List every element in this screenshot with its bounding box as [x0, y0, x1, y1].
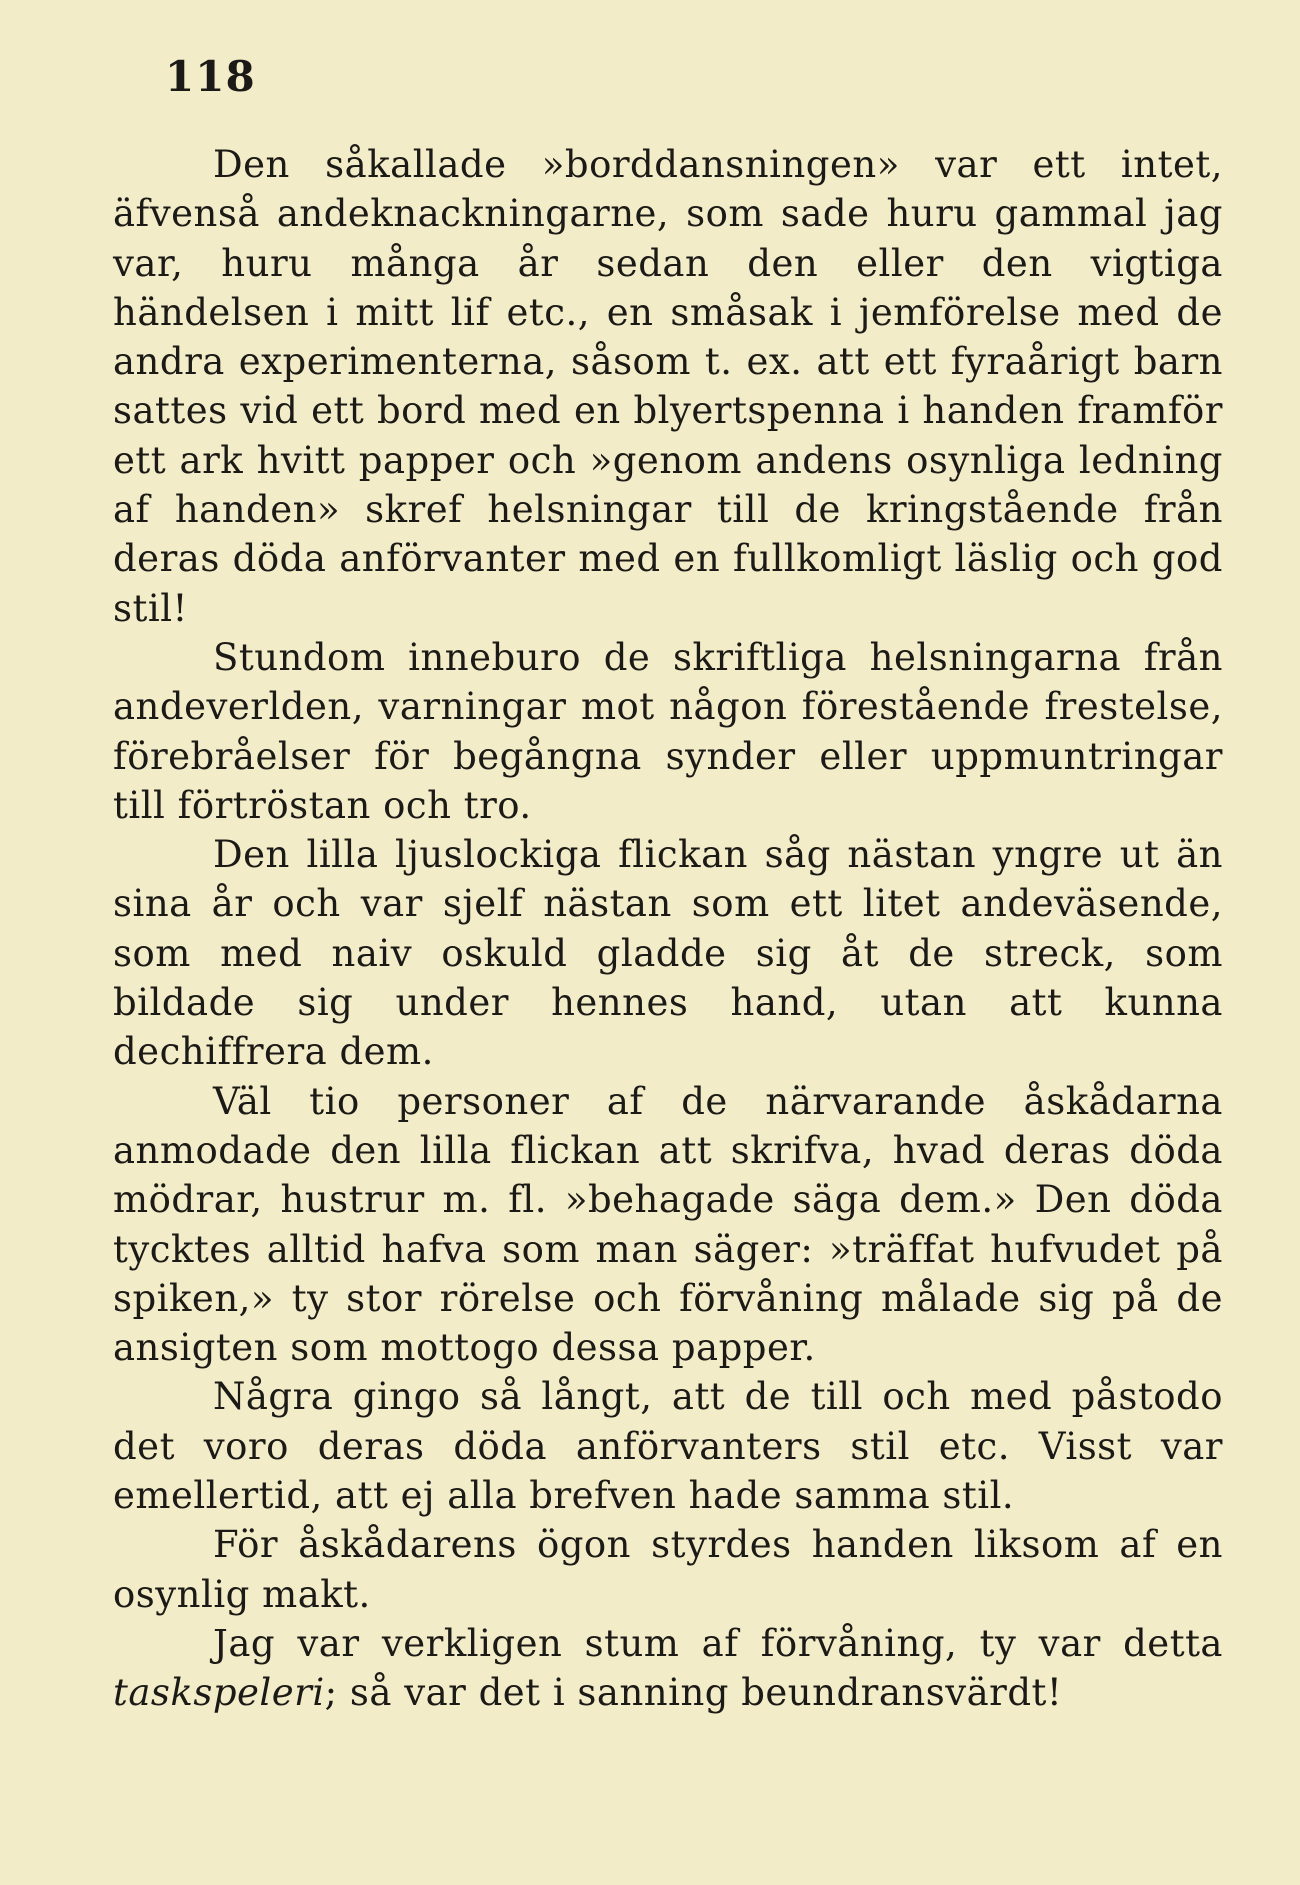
paragraph-1: Den såkallade »borddansningen» var ett intet, äfvenså andeknackningarne, som sade huru gammal jag var, huru många år sedan den eller den vigtiga händelsen i mitt lif etc., en småsak i jemförelse med de andra experimenterna, såsom t. ex. att ett fyraårigt barn sattes vid ett bord med en blyertspenna i handen framför ett ark hvitt papper och »genom andens osynliga ledning af handen» skref helsningar till de kringstående från deras döda anförvanter med en fullkomligt läslig och god stil! [113, 143, 1223, 630]
paragraph-3: Den lilla ljuslockiga flickan såg nästan yngre ut än sina år och var sjelf nästan som ett litet andeväsende, som med naiv oskuld gladde sig åt de streck, som bildade sig under hennes hand, utan att kunna dechiffrera dem. [113, 833, 1223, 1074]
paragraph-7-emphasis: taskspeleri [113, 1671, 325, 1715]
page-number: 118 [165, 52, 256, 101]
body-text [113, 140, 1223, 1718]
paragraph-6: För åskådarens ögon styrdes handen liksom af en osynlig makt. [113, 1523, 1223, 1616]
paragraph-7-text-before: Jag var verkligen stum af förvåning, ty var detta [213, 1621, 1223, 1665]
paragraph-2: Stundom inneburo de skriftliga helsningarna från andeverlden, varningar mot någon förestående frestelse, förebråelser för begångna synder eller uppmuntringar till förtröstan och tro. [113, 635, 1223, 827]
paragraph-4: Väl tio personer af de närvarande åskådarna anmodade den lilla flickan att skrifva, hvad deras döda mödrar, hustrur m. fl. »behagade säga dem.» Den döda tycktes alltid hafva som man säger: »träffat hufvudet på spiken,» ty stor rörelse och förvåning målade sig på de ansigten som mottogo dessa papper. [113, 1079, 1223, 1370]
paragraph-7 [113, 1619, 1223, 1718]
paragraph-5: Några gingo så långt, att de till och med påstodo det voro deras döda anförvanters stil etc. Visst var emellertid, att ej alla brefven hade samma stil. [113, 1375, 1223, 1518]
paragraph-7-text-after: ; så var det i sanning beundransvärdt! [324, 1671, 1063, 1715]
